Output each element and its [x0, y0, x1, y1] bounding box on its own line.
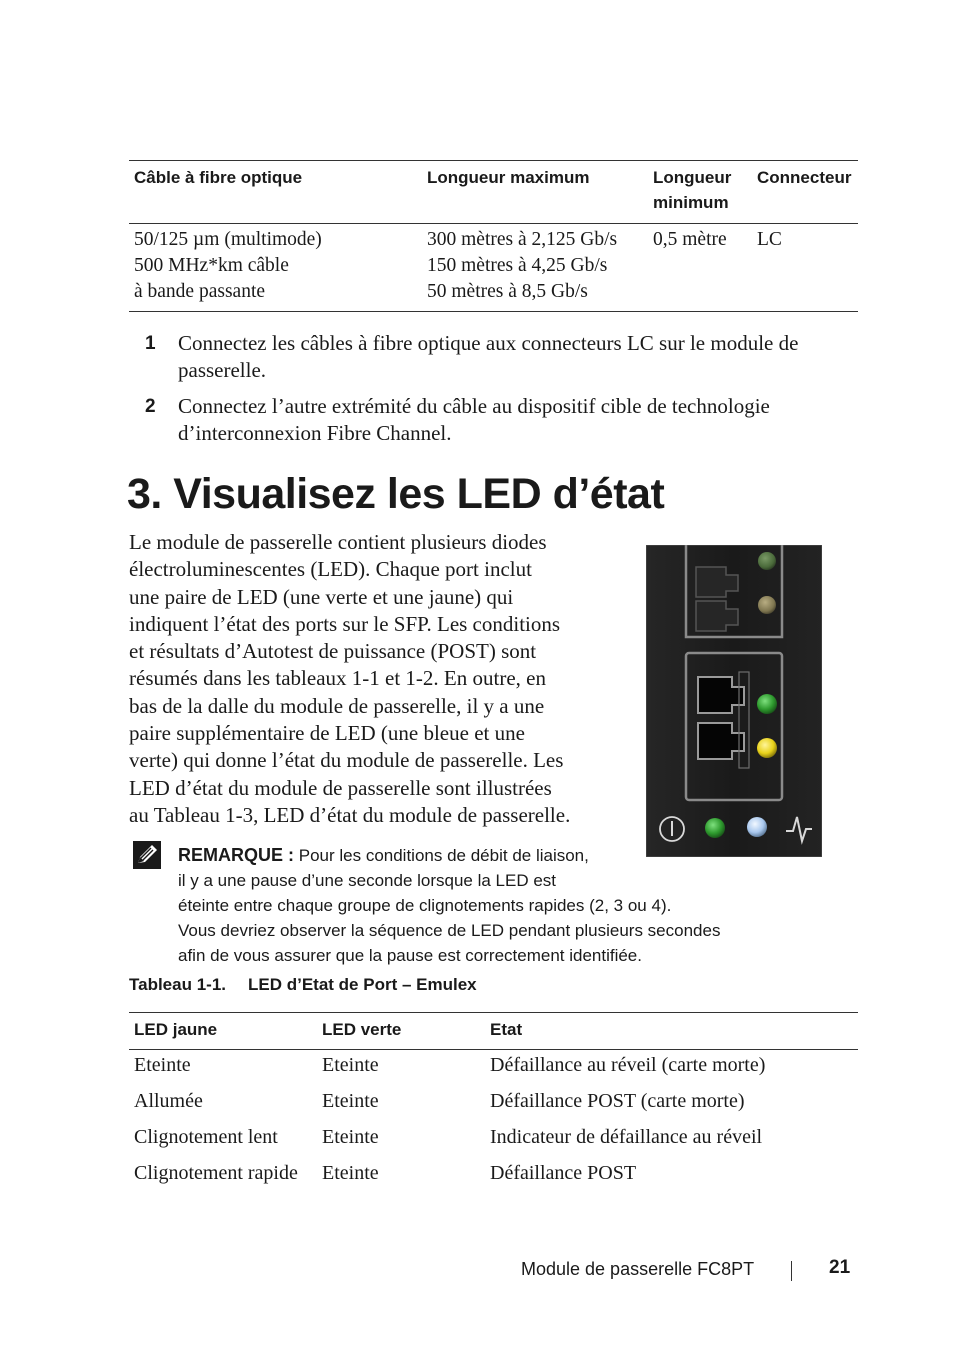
note-line: il y a une pause d’une seconde lorsque la LED est: [178, 871, 557, 890]
paragraph-line: résumés dans les tableaux 1-1 et 1-2. En outre, en: [129, 666, 546, 691]
table-cell: Clignotement lent: [134, 1126, 278, 1148]
table-cell: Défaillance POST (carte morte): [490, 1090, 745, 1112]
body-paragraph: [129, 529, 649, 829]
paragraph-line: verte) qui donne l’état du module de passerelle. Les: [129, 748, 564, 773]
table-cell: Eteinte: [322, 1126, 379, 1148]
step-number: 1: [145, 333, 156, 354]
column-header: Connecteur: [752, 161, 858, 224]
step-1: [129, 330, 859, 384]
led-panel-image: [646, 545, 822, 857]
step-number: 2: [145, 396, 156, 417]
paragraph-line: une paire de LED (une verte et une jaune) qui: [129, 584, 514, 609]
table-row: [129, 1050, 858, 1087]
note-line: éteinte entre chaque groupe de clignotements rapides (2, 3 ou 4).: [178, 896, 672, 915]
led-dim-green: [758, 552, 776, 570]
led-green: [757, 694, 777, 714]
footer-title: Module de passerelle FC8PT: [521, 1259, 755, 1279]
cell-line: 500 MHz*km câble: [134, 255, 289, 276]
cell-line: 50 mètres à 8,5 Gb/s: [427, 281, 588, 302]
step-2: [129, 393, 859, 447]
note-line: afin de vous assurer que la pause est correctement identifiée.: [178, 946, 642, 965]
paragraph-line: électroluminescentes (LED). Chaque port inclut: [129, 557, 532, 582]
paragraph-line: bas de la dalle du module de passerelle, il y a une: [129, 693, 545, 718]
cell-line: à bande passante: [134, 281, 266, 302]
note-label: REMARQUE :: [178, 845, 294, 865]
cell-line: LC: [757, 229, 782, 250]
table-cell: Eteinte: [322, 1090, 379, 1112]
led-module-blue: [747, 817, 767, 837]
connector-cell: [752, 224, 858, 312]
column-header: Etat: [485, 1013, 858, 1050]
table-cell: Indicateur de défaillance au réveil: [490, 1126, 763, 1148]
port-led-table: [129, 1012, 858, 1194]
table-cell: Eteinte: [134, 1054, 191, 1076]
column-header: Longueur minimum: [648, 161, 752, 224]
pencil-note-icon: [131, 839, 163, 871]
step-text: Connectez l’autre extrémité du câble au dispositif cible de technologie d’interconnexion Fibre Channel.: [178, 394, 770, 445]
paragraph-line: et résultats d’Autotest de puissance (POST) sont: [129, 639, 537, 664]
caption-number: Tableau 1-1.: [129, 975, 226, 994]
table-row: [129, 1122, 858, 1158]
max-length-cell: [422, 224, 648, 312]
cell-line: 0,5 mètre: [653, 229, 727, 250]
step-text: Connectez les câbles à fibre optique aux connecteurs LC sur le module de passerelle.: [178, 331, 799, 382]
table-cell: Eteinte: [322, 1054, 379, 1076]
table-cell: Clignotement rapide: [134, 1162, 298, 1184]
cell-line: 150 mètres à 4,25 Gb/s: [427, 255, 608, 276]
table-row: [129, 1086, 858, 1122]
table-row: [129, 224, 858, 312]
page-number: 21: [829, 1257, 851, 1278]
table-caption: [129, 973, 477, 997]
section-heading: 3. Visualisez les LED d’état: [127, 470, 665, 518]
paragraph-line: Le module de passerelle contient plusieurs diodes: [129, 530, 547, 554]
paragraph-line: au Tableau 1-3, LED d’état du module de passerelle.: [129, 802, 571, 827]
min-length-cell: [648, 224, 752, 312]
table-header-row: [129, 1013, 858, 1050]
table-cell: Eteinte: [322, 1162, 379, 1184]
note-line: Vous devriez observer la séquence de LED pendant plusieurs secondes: [178, 921, 721, 940]
paragraph-line: paire supplémentaire de LED (une bleue et une: [129, 721, 525, 746]
table-cell: Défaillance POST: [490, 1162, 637, 1184]
footer-separator: [791, 1261, 792, 1281]
column-header: Câble à fibre optique: [129, 161, 422, 224]
table-row: [129, 1158, 858, 1194]
table-header-row: [129, 161, 858, 224]
caption-title: LED d’Etat de Port – Emulex: [248, 975, 477, 994]
column-header: LED verte: [317, 1013, 485, 1050]
table-cell: Défaillance au réveil (carte morte): [490, 1054, 766, 1076]
led-dim-yellow: [758, 596, 776, 614]
fiber-cable-table: [129, 160, 858, 312]
led-module-green: [705, 818, 725, 838]
note-line: Pour les conditions de débit de liaison,: [298, 846, 589, 865]
cell-line: 50/125 µm (multimode): [134, 229, 322, 250]
column-header: Longueur maximum: [422, 161, 648, 224]
cell-line: 300 mètres à 2,125 Gb/s: [427, 229, 618, 250]
column-header: LED jaune: [129, 1013, 317, 1050]
paragraph-line: indiquent l’état des ports sur le SFP. Les conditions: [129, 611, 561, 636]
paragraph-line: LED d’état du module de passerelle sont illustrées: [129, 775, 552, 800]
table-cell: Allumée: [134, 1090, 203, 1112]
cable-cell: [129, 224, 422, 312]
note-block: [178, 843, 798, 968]
led-yellow: [757, 738, 777, 758]
